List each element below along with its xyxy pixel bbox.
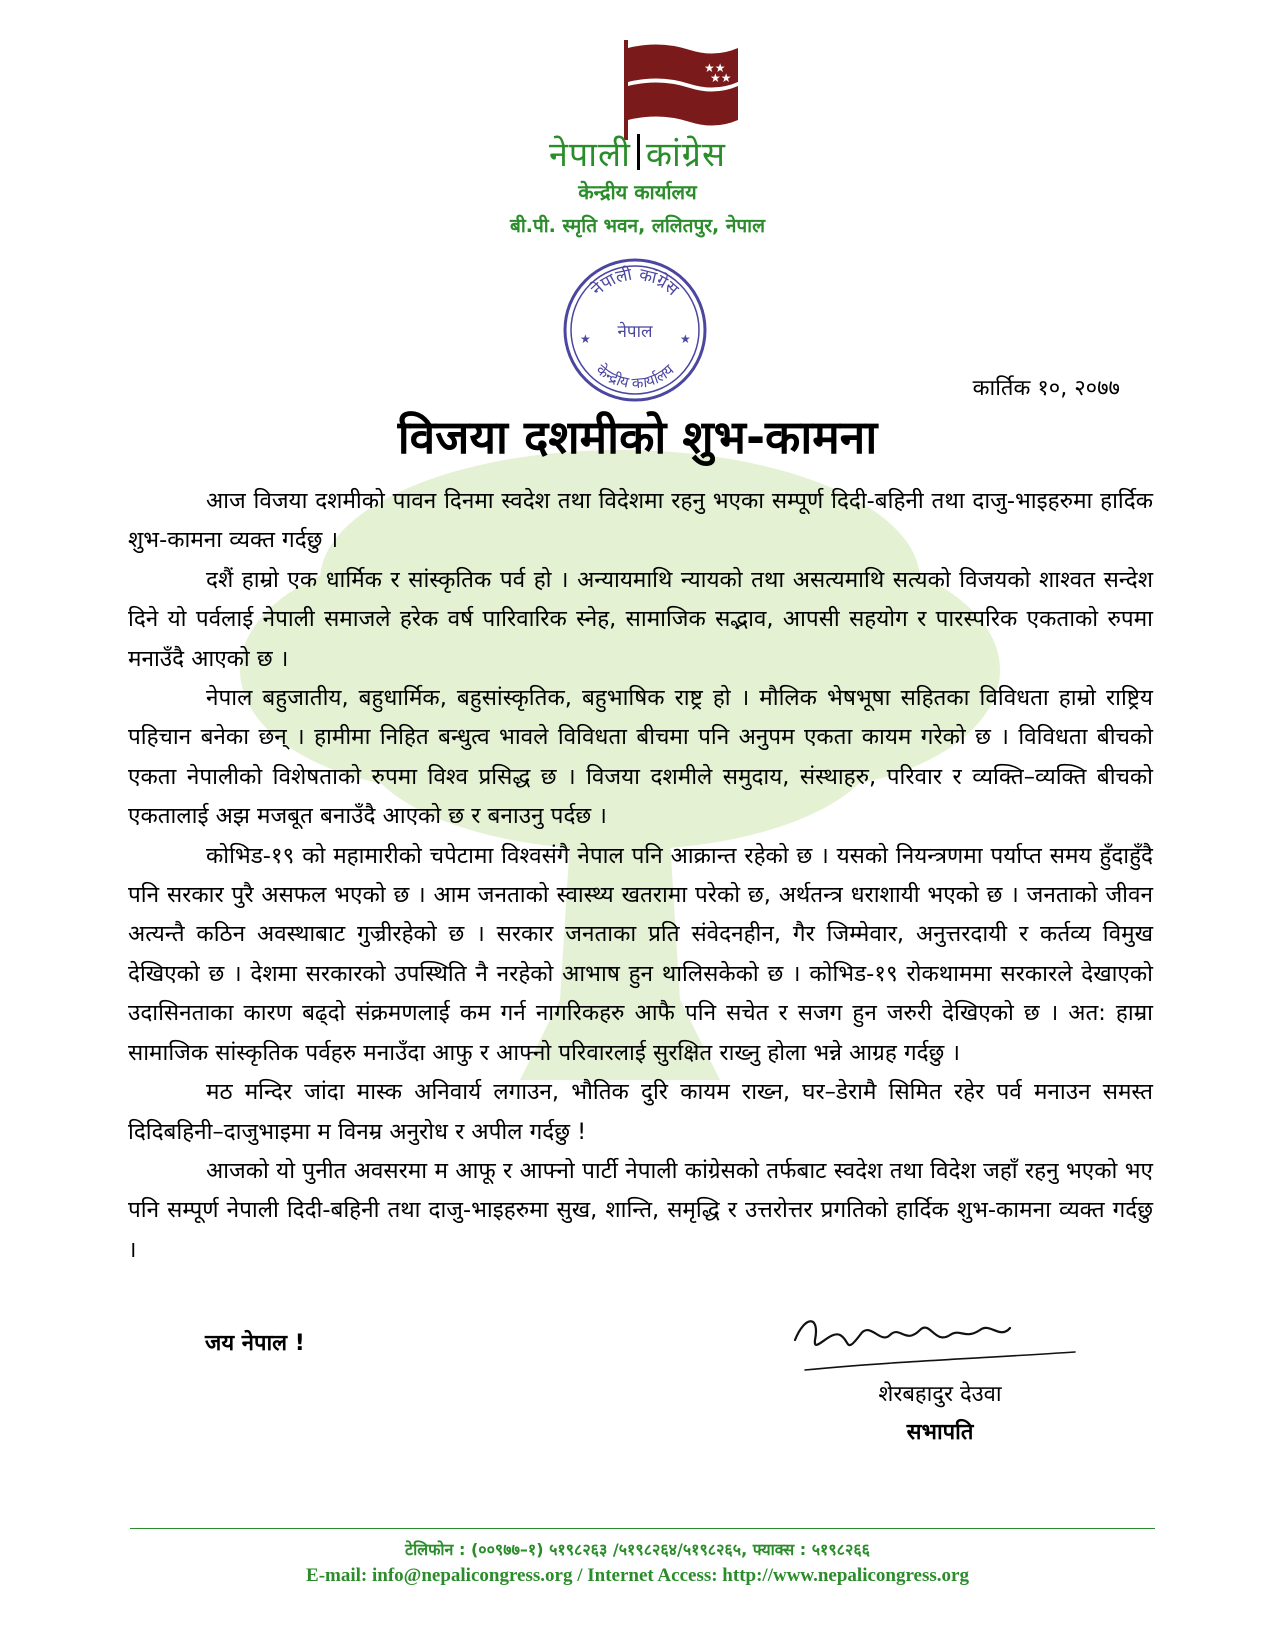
letter-date: कार्तिक १०, २०७७ xyxy=(972,376,1120,401)
paragraph: नेपाल बहुजातीय, बहुधार्मिक, बहुसांस्कृतिक, बहुभाषिक राष्ट्र हो । मौलिक भेषभूषा सहितका विविधता हाम्रो राष्ट्रिय पहिचान बनेका छन् । हामीमा निहित बन्धुत्व भावले विविधता बीचमा पनि अनुपम एकता कायम गरेको छ । विविधता बीचको एकता नेपालीको विशेषताको रुपमा विश्व प्रसिद्ध छ । विजया दशमीले समुदाय, संस्थाहरु, परिवार र व्यक्ति–व्यक्ति बीचको एकतालाई अझ मजबूत बनाउँदै आएको छ र बनाउनु पर्दछ । xyxy=(128,685,1153,830)
footer-divider xyxy=(130,1528,1155,1529)
footer-phone: टेलिफोन : (००९७७–१) ५१९८२६३ /५१९८२६४/५१९८२६५, फ्याक्स : ५१९८२६६ xyxy=(405,1540,870,1559)
paragraph: आज विजया दशमीको पावन दिनमा स्वदेश तथा विदेशमा रहनु भएका सम्पूर्ण दिदी-बहिनी तथा दाजु-भाइहरुमा हार्दिक शुभ-कामना व्यक्त गर्दछु । xyxy=(128,488,1153,554)
party-flag-logo xyxy=(620,40,740,140)
signer-name: शेरबहादुर देउवा xyxy=(878,1382,1002,1407)
closing-salutation: जय नेपाल ! xyxy=(205,1331,305,1356)
flag-pole-divider xyxy=(637,134,640,170)
org-name-right: कांग्रेस xyxy=(645,135,726,175)
paragraph: कोभिड-१९ को महामारीको चपेटामा विश्वसंगै नेपाल पनि आक्रान्त रहेको छ । यसको नियन्त्रणमा पर्याप्त समय हुँदाहुँदै पनि सरकार पुरै असफल भएको छ । आम जनताको स्वास्थ्य खतरामा परेको छ, अर्थतन्त्र धराशायी भएको छ । जनताको जीवन अत्यन्तै कठिन अवस्थाबाट गुज्रीरहेको छ । सरकार जनताका प्रति संवेदनहीन, गैर जिम्मेवार, अनुत्तरदायी र कर्तव्य विमुख देखिएको छ । देशमा सरकारको उपस्थिति नै नरहेको आभाष हुन थालिसकेको छ । कोभिड-१९ रोकथाममा सरकारले देखाएको उदासिनताका कारण बढ्दो संक्रमणलाई कम गर्न नागरिकहरु आफै पनि सचेत र सजग हुन जरुरी देखिएको छ । अत: हाम्रा सामाजिक सांस्कृतिक पर्वहरु मनाउँदा आफु र आफ्नो परिवारलाई सुरक्षित राख्नु होला भन्ने आग्रह गर्दछु । xyxy=(128,842,1153,1066)
office-name: केन्द्रीय कार्यालय xyxy=(578,180,697,204)
paragraph: दशैं हाम्रो एक धार्मिक र सांस्कृतिक पर्व हो । अन्यायमाथि न्यायको तथा असत्यमाथि सत्यको विजयको शाश्वत सन्देश दिने यो पर्वलाई नेपाली समाजले हरेक वर्ष पारिवारिक स्नेह, सामाजिक सद्भाव, आपसी सहयोग र पारस्परिक एकताको रुपमा मनाउँदै आएको छ । xyxy=(128,566,1153,672)
seal-center-text: नेपाल xyxy=(617,322,653,342)
footer-contact: E-mail: info@nepalicongress.org / Internet Access: http://www.nepalicongress.org xyxy=(306,1565,969,1586)
seal-bottom-text: केन्द्रीय कार्यालय xyxy=(592,360,678,393)
svg-text:★★: ★★ xyxy=(704,61,726,75)
office-address: बी.पी. स्मृति भवन, ललितपुर, नेपाल xyxy=(509,215,765,237)
paragraph: आजको यो पुनीत अवसरमा म आफू र आफ्नो पार्टी नेपाली कांग्रेसको तर्फबाट स्वदेश तथा विदेश जहाँ रहनु भएको भए पनि सम्पूर्ण नेपाली दिदी-बहिनी तथा दाजु-भाइहरुमा सुख, शान्ति, समृद्धि र उत्तरोत्तर प्रगतिको हार्दिक शुभ-कामना व्यक्त गर्दछु । xyxy=(128,1157,1153,1263)
official-seal xyxy=(560,255,710,405)
svg-text:केन्द्रीय कार्यालय xyxy=(593,361,678,393)
svg-text:★: ★ xyxy=(580,332,591,346)
letter-title: विजया दशमीको शुभ-कामना xyxy=(397,410,878,464)
letter-body xyxy=(128,482,1153,1270)
org-name xyxy=(0,130,1275,176)
seal-top-text: नेपाली कांग्रेस xyxy=(587,264,683,300)
svg-text:★: ★ xyxy=(680,332,691,346)
paragraph: मठ मन्दिर जांदा मास्क अनिवार्य लगाउन, भौतिक दुरि कायम राख्न, घर–डेरामै सिमित रहेर पर्व मनाउन समस्त दिदिबहिनी–दाजुभाइमा म विनम्र अनुरोध र अपील गर्दछु ! xyxy=(128,1079,1153,1145)
org-name-left: नेपाली xyxy=(549,135,631,175)
handwritten-signature xyxy=(785,1300,1085,1380)
signer-title: सभापति xyxy=(906,1420,974,1445)
svg-text:★★: ★★ xyxy=(710,71,732,85)
